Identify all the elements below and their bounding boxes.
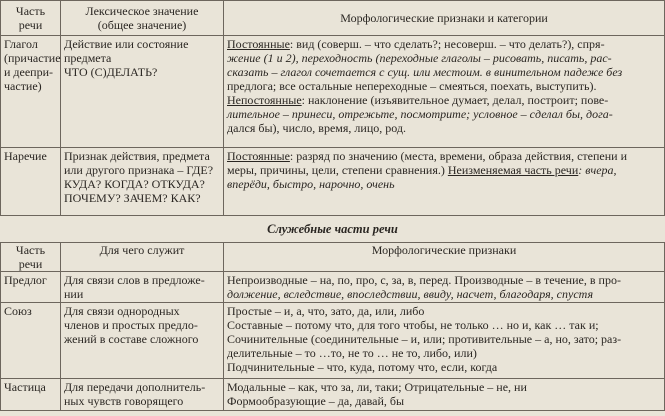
row-conjunction: [1, 303, 665, 379]
particle-purpose: Для передачи дополнитель- ных чувств говорящего: [61, 379, 224, 411]
header-morphology: Морфологические признаки и категории: [224, 1, 665, 36]
verb-nonpermanent-title: Непостоянные: [227, 93, 302, 107]
particle-name: Частица: [1, 379, 61, 411]
table1-header-row: [1, 1, 665, 36]
header2-part-of-speech: Часть речи: [1, 243, 61, 272]
verb-meaning: Действие или состояние предмета ЧТО (С)ДЕЛАТЬ?: [61, 36, 224, 148]
section-title: Служебные части речи: [267, 222, 398, 236]
conjunction-name: Союз: [1, 303, 61, 379]
row-verb: [1, 36, 665, 148]
table2-header-row: [1, 243, 665, 272]
adverb-invariable-title: Неизменяемая часть речи: [447, 163, 579, 177]
preposition-morphology: Непроизводные – на, по, про, с, за, в, перед. Производные – в течение, в про- должение, вследствие, впоследствии, ввиду, насчет, благодаря, спустя: [224, 272, 665, 303]
verb-morphology: Постоянные: вид (соверш. – что сделать?; несоверш. – что делать?), спря- жение (1 и 2), переходность (переходные глаголы – рисовать, писать, рас- сказать – глагол сочетается с сущ. или местоим. в винительном падеже без предлога; все остальные непереходные – смеяться, поехать, выступить). Непостоянные: наклонение (изъявительное думает, делал, построит; пове- лительное – принеси, отрежьте, посмотрите; условное – сделал бы, дога- дался бы), число, время, лицо, род.: [224, 36, 665, 148]
function-parts-table: [0, 242, 665, 411]
row-particle: [1, 379, 665, 411]
preposition-name: Предлог: [1, 272, 61, 303]
adverb-permanent-title: Постоянные: [227, 149, 290, 163]
row-preposition: [1, 272, 665, 303]
adverb-morphology: Постоянные: разряд по значению (места, времени, образа действия, степени и меры, причины, цели, степени сравнения.) Неизменяемая часть речи: вчера, вперёди, быстро, нарочно, очень: [224, 148, 665, 216]
verb-name: Глагол (причастие и деепри- частие): [1, 36, 61, 148]
row-adverb: [1, 148, 665, 216]
verb-permanent-title: Постоянные: [227, 37, 290, 51]
preposition-purpose: Для связи слов в предложе- нии: [61, 272, 224, 303]
header2-morphology: Морфологические признаки: [224, 243, 665, 272]
conjunction-morphology: Простые – и, а, что, зато, да, или, либо Составные – потому что, для того чтобы, не только … но и, как … так и; Сочинительные (соединительные – и, или; противительные – а, но, зато; раз- делительные – то …то, не то … не то, либо, или) Подчинительные – что, куда, потому что, если, когда: [224, 303, 665, 379]
particle-morphology: Модальные – как, что за, ли, таки; Отрицательные – не, ни Формообразующие – да, давай, бы: [224, 379, 665, 411]
conjunction-purpose: Для связи однородных членов и простых предло- жений в составе сложного: [61, 303, 224, 379]
adverb-meaning: Признак действия, предмета или другого признака – ГДЕ? КУДА? КОГДА? ОТКУДА? ПОЧЕМУ? ЗАЧЕМ? КАК?: [61, 148, 224, 216]
header-part-of-speech: Часть речи: [1, 1, 61, 36]
header-lexical-meaning: Лексическое значение (общее значение): [61, 1, 224, 36]
adverb-name: Наречие: [1, 148, 61, 216]
header2-purpose: Для чего служит: [61, 243, 224, 272]
